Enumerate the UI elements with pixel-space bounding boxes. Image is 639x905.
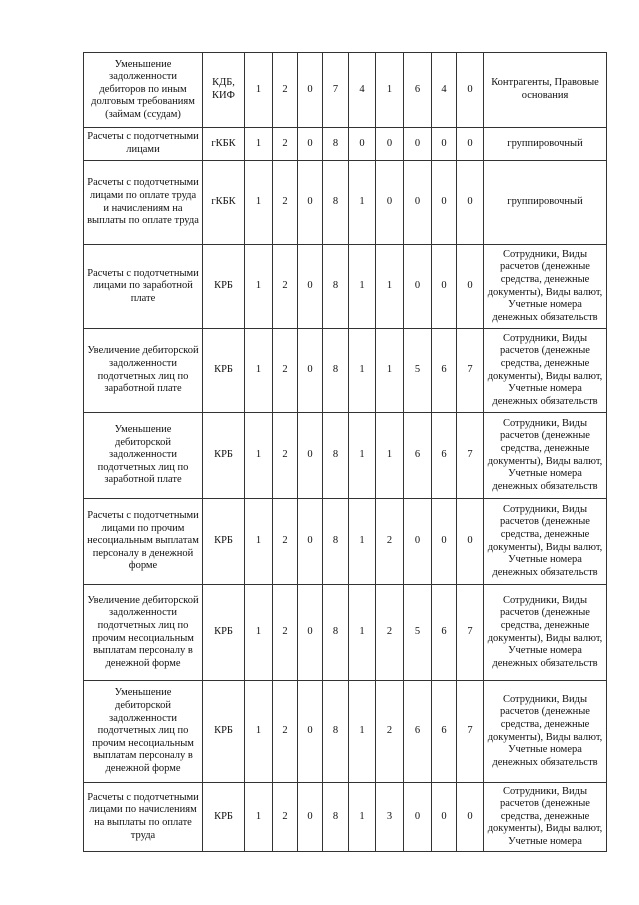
account-digit-cell: 1 <box>245 128 273 161</box>
table-row <box>84 499 607 585</box>
account-digit-cell: 8 <box>323 585 349 681</box>
account-name-cell: Расчеты с подотчетными лицами по оплате труда и начислениям на выплаты по оплате труда <box>84 161 203 245</box>
account-digit-cell: 2 <box>273 161 298 245</box>
account-digit-cell: 7 <box>457 681 484 783</box>
table-row <box>84 783 607 852</box>
account-digit-cell: 8 <box>323 161 349 245</box>
account-digit-cell: 8 <box>323 413 349 499</box>
analytic-code-cell: КРБ <box>203 245 245 329</box>
analytic-code-cell: КРБ <box>203 585 245 681</box>
account-digit-cell: 7 <box>323 53 349 128</box>
account-digit-cell: 0 <box>432 128 457 161</box>
table-row <box>84 585 607 681</box>
account-digit-cell: 0 <box>457 53 484 128</box>
account-name-cell: Уменьшение задолженности дебиторов по иным долговым требованиям (займам (ссудам) <box>84 53 203 128</box>
account-digit-cell: 8 <box>323 128 349 161</box>
account-digit-cell: 1 <box>376 413 404 499</box>
account-digit-cell: 1 <box>376 53 404 128</box>
account-digit-cell: 2 <box>376 585 404 681</box>
table-row <box>84 128 607 161</box>
account-digit-cell: 2 <box>273 681 298 783</box>
account-digit-cell: 0 <box>404 245 432 329</box>
account-digit-cell: 7 <box>457 329 484 413</box>
account-digit-cell: 0 <box>432 161 457 245</box>
account-digit-cell: 0 <box>376 128 404 161</box>
account-digit-cell: 6 <box>404 681 432 783</box>
analytic-code-cell: гКБК <box>203 128 245 161</box>
account-digit-cell: 0 <box>298 585 323 681</box>
account-digit-cell: 1 <box>376 329 404 413</box>
account-digit-cell: 1 <box>349 499 376 585</box>
account-name-cell: Расчеты с подотчетными лицами по прочим несоциальным выплатам персоналу в денежной форме <box>84 499 203 585</box>
account-digit-cell: 0 <box>457 161 484 245</box>
account-digit-cell: 1 <box>245 245 273 329</box>
analytic-code-cell: КДБ, КИФ <box>203 53 245 128</box>
account-digit-cell: 0 <box>457 783 484 852</box>
account-digit-cell: 2 <box>376 681 404 783</box>
account-digit-cell: 0 <box>298 128 323 161</box>
account-digit-cell: 0 <box>404 128 432 161</box>
account-digit-cell: 0 <box>432 245 457 329</box>
account-digit-cell: 1 <box>349 783 376 852</box>
account-digit-cell: 0 <box>298 499 323 585</box>
account-digit-cell: 0 <box>298 245 323 329</box>
account-digit-cell: 0 <box>457 128 484 161</box>
account-digit-cell: 0 <box>298 161 323 245</box>
account-digit-cell: 1 <box>376 245 404 329</box>
account-digit-cell: 1 <box>349 161 376 245</box>
analytics-dimensions-cell: Сотрудники, Виды расчетов (денежные средства, денежные документы), Виды валют, Учетные номера денежных обязательств <box>484 329 607 413</box>
account-digit-cell: 2 <box>273 329 298 413</box>
account-digit-cell: 2 <box>273 245 298 329</box>
table-row <box>84 245 607 329</box>
account-digit-cell: 1 <box>245 413 273 499</box>
account-name-cell: Увеличение дебиторской задолженности подотчетных лиц по прочим несоциальным выплатам персоналу в денежной форме <box>84 585 203 681</box>
account-digit-cell: 1 <box>245 783 273 852</box>
account-name-cell: Расчеты с подотчетными лицами по заработной плате <box>84 245 203 329</box>
account-digit-cell: 6 <box>432 329 457 413</box>
account-digit-cell: 0 <box>298 329 323 413</box>
account-digit-cell: 4 <box>349 53 376 128</box>
account-digit-cell: 1 <box>349 329 376 413</box>
analytics-dimensions-cell: Сотрудники, Виды расчетов (денежные средства, денежные документы), Виды валют, Учетные номера денежных обязательств <box>484 245 607 329</box>
account-digit-cell: 0 <box>404 499 432 585</box>
account-name-cell: Уменьшение дебиторской задолженности подотчетных лиц по заработной плате <box>84 413 203 499</box>
account-digit-cell: 0 <box>298 413 323 499</box>
table-row <box>84 413 607 499</box>
account-digit-cell: 0 <box>298 53 323 128</box>
account-digit-cell: 2 <box>273 585 298 681</box>
account-digit-cell: 8 <box>323 329 349 413</box>
account-digit-cell: 5 <box>404 329 432 413</box>
analytics-dimensions-cell: группировочный <box>484 128 607 161</box>
account-digit-cell: 1 <box>349 681 376 783</box>
account-name-cell: Увеличение дебиторской задолженности подотчетных лиц по заработной плате <box>84 329 203 413</box>
account-digit-cell: 0 <box>298 681 323 783</box>
account-digit-cell: 0 <box>404 783 432 852</box>
table-row <box>84 53 607 128</box>
account-digit-cell: 3 <box>376 783 404 852</box>
analytic-code-cell: КРБ <box>203 413 245 499</box>
account-digit-cell: 2 <box>273 499 298 585</box>
account-digit-cell: 0 <box>432 499 457 585</box>
account-digit-cell: 1 <box>245 329 273 413</box>
table-row <box>84 329 607 413</box>
analytic-code-cell: КРБ <box>203 329 245 413</box>
account-digit-cell: 2 <box>273 53 298 128</box>
account-digit-cell: 0 <box>298 783 323 852</box>
account-digit-cell: 0 <box>432 783 457 852</box>
account-digit-cell: 7 <box>457 585 484 681</box>
account-digit-cell: 0 <box>376 161 404 245</box>
account-digit-cell: 0 <box>349 128 376 161</box>
analytics-dimensions-cell: Сотрудники, Виды расчетов (денежные средства, денежные документы), Виды валют, Учетные номера денежных обязательств <box>484 413 607 499</box>
accounts-table <box>83 52 607 852</box>
account-digit-cell: 1 <box>349 413 376 499</box>
account-digit-cell: 1 <box>245 681 273 783</box>
account-digit-cell: 2 <box>273 783 298 852</box>
analytics-dimensions-cell: Сотрудники, Виды расчетов (денежные средства, денежные документы), Виды валют, Учетные номера денежных обязательств <box>484 585 607 681</box>
account-digit-cell: 6 <box>432 585 457 681</box>
analytic-code-cell: гКБК <box>203 161 245 245</box>
account-digit-cell: 0 <box>404 161 432 245</box>
account-name-cell: Расчеты с подотчетными лицами <box>84 128 203 161</box>
account-digit-cell: 1 <box>349 585 376 681</box>
account-digit-cell: 6 <box>432 413 457 499</box>
account-name-cell: Расчеты с подотчетными лицами по начислениям на выплаты по оплате труда <box>84 783 203 852</box>
account-digit-cell: 6 <box>432 681 457 783</box>
account-digit-cell: 8 <box>323 499 349 585</box>
table-row <box>84 161 607 245</box>
account-digit-cell: 8 <box>323 681 349 783</box>
account-name-cell: Уменьшение дебиторской задолженности подотчетных лиц по прочим несоциальным выплатам персоналу в денежной форме <box>84 681 203 783</box>
analytics-dimensions-cell: Сотрудники, Виды расчетов (денежные средства, денежные документы), Виды валют, Учетные номера денежных обязательств <box>484 499 607 585</box>
account-digit-cell: 1 <box>245 53 273 128</box>
analytic-code-cell: КРБ <box>203 681 245 783</box>
analytics-dimensions-cell: группировочный <box>484 161 607 245</box>
account-digit-cell: 1 <box>245 585 273 681</box>
account-digit-cell: 2 <box>273 413 298 499</box>
account-digit-cell: 1 <box>245 161 273 245</box>
account-digit-cell: 1 <box>245 499 273 585</box>
account-digit-cell: 2 <box>273 128 298 161</box>
analytic-code-cell: КРБ <box>203 783 245 852</box>
account-digit-cell: 1 <box>349 245 376 329</box>
analytics-dimensions-cell: Сотрудники, Виды расчетов (денежные средства, денежные документы), Виды валют, Учетные номера <box>484 783 607 852</box>
account-digit-cell: 7 <box>457 413 484 499</box>
account-digit-cell: 6 <box>404 413 432 499</box>
table-row <box>84 681 607 783</box>
account-digit-cell: 0 <box>457 499 484 585</box>
analytics-dimensions-cell: Контрагенты, Правовые основания <box>484 53 607 128</box>
account-digit-cell: 4 <box>432 53 457 128</box>
analytic-code-cell: КРБ <box>203 499 245 585</box>
analytics-dimensions-cell: Сотрудники, Виды расчетов (денежные средства, денежные документы), Виды валют, Учетные номера денежных обязательств <box>484 681 607 783</box>
account-digit-cell: 8 <box>323 245 349 329</box>
account-digit-cell: 2 <box>376 499 404 585</box>
account-digit-cell: 5 <box>404 585 432 681</box>
account-digit-cell: 0 <box>457 245 484 329</box>
account-digit-cell: 6 <box>404 53 432 128</box>
account-digit-cell: 8 <box>323 783 349 852</box>
